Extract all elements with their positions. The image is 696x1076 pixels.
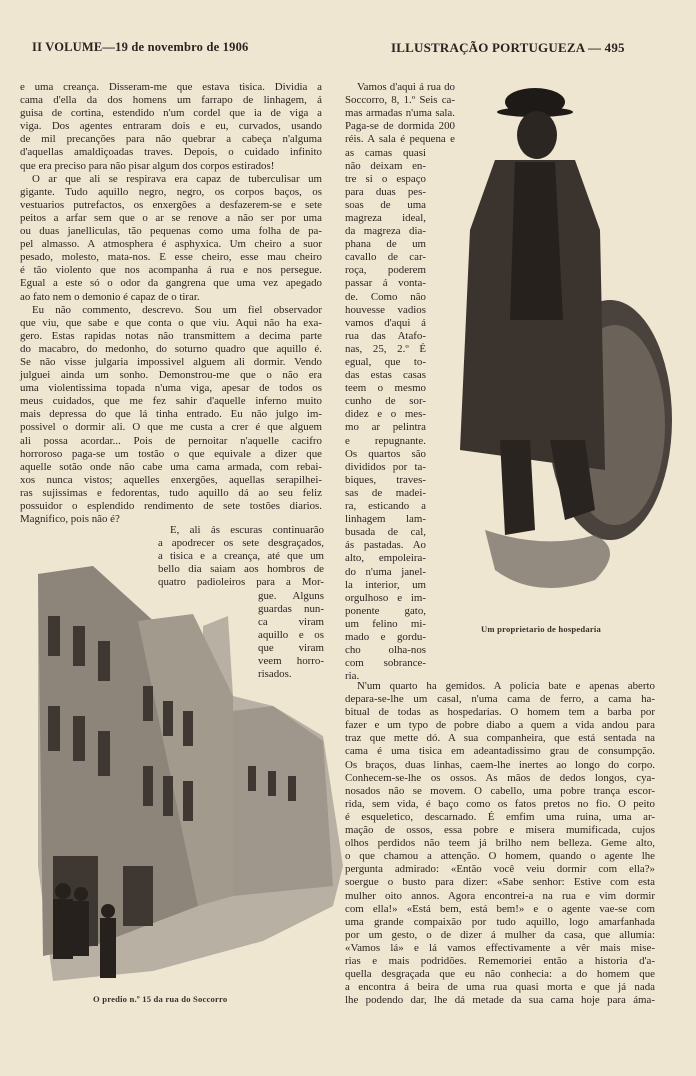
text-line: O ar que ali se respirava era capaz de tuberculisar um xyxy=(32,172,322,185)
text-line: rua das Atafo- xyxy=(345,329,426,342)
text-line: bitual de todas as hospedarias. O homem tem a barba por xyxy=(345,706,655,719)
text-line: soergue o busto para dizer: «Sabe senhor: Estive com esta xyxy=(345,876,655,889)
text-line: Os braços, duas linhas, caem-lhe inertes ao longo do corpo. xyxy=(345,758,655,771)
text-line: vamos d'aqui á xyxy=(345,316,426,329)
text-line: que viram xyxy=(258,641,324,654)
text-line: mado e gordu- xyxy=(345,630,426,643)
text-line: houvesse vadios xyxy=(345,303,426,316)
middle-column-text-narrow xyxy=(345,147,426,684)
text-line: com ella!» «Está bem, está bem!» e o agente vae-se com xyxy=(345,902,655,915)
text-line: passar á vonta- xyxy=(345,277,426,290)
text-line: peitos a arfar sem que o ar se renove a não ser por uma xyxy=(20,211,322,224)
text-line: cho olha-nos xyxy=(345,644,426,657)
text-line: olhos perdidos não teem já brilho nem belleza. Geme alto, xyxy=(345,837,655,850)
text-line: phana de um xyxy=(345,238,426,251)
text-line: da magreza dia- xyxy=(345,225,426,238)
text-line: e uma creança. Disseram-me que estava tisica. Dividia a xyxy=(20,81,322,93)
text-line: mulher oito annos. Agora encontrei-a na rua e vim dormir xyxy=(345,889,655,902)
text-line: não deixam en- xyxy=(345,159,426,172)
text-line: «Vamos lá» e lá vamos effectivamente a vêr mais mise- xyxy=(345,941,655,954)
text-line: vestuarios putrefactos, os enxergões a desfazerem-se e sete xyxy=(20,198,322,211)
text-line: Paga-se de dormida 200 xyxy=(345,120,455,133)
text-line: ca viram xyxy=(258,615,324,628)
text-line: didez e o mes- xyxy=(345,408,426,421)
text-line: do n'uma janel- xyxy=(345,565,426,578)
text-line: uma grande compaixão por tudo aquillo, logo amarfanhada xyxy=(345,915,655,928)
text-line: cavallo de car- xyxy=(345,251,426,264)
text-line: guardas nun- xyxy=(258,602,324,615)
text-line: Magnifico, pois não é? xyxy=(20,513,120,526)
text-line: Eu não commento, descrevo. Sou um fiel observador xyxy=(32,303,322,316)
text-line: ao fato nem o demonio é capaz de o tirar. xyxy=(20,290,200,303)
text-line: as camas quasi xyxy=(345,146,426,159)
text-line: gue. Alguns xyxy=(258,589,324,602)
face xyxy=(517,111,557,159)
text-line: viga. Dos agentes entraram dois e eu, curvados, usando xyxy=(20,120,322,133)
text-line: Soccorro, 8, 1.º Seis ca- xyxy=(345,94,455,107)
text-line: julguei ainda um sonho. Demonstrou-me que o não era xyxy=(20,369,322,382)
text-line: E, ali ás escuras continuarão xyxy=(170,524,324,536)
text-line: Conhecem-se-lhe os ossos. As mãos de dedos longos, cya- xyxy=(345,771,655,784)
text-line: é esqueletico, descarnado. É emfim uma ruina, uma ar- xyxy=(345,810,655,823)
text-line: orgulhoso e im- xyxy=(345,591,426,604)
text-line: possivel o dormir ali. O que me custa a crer é que alguem xyxy=(20,421,322,434)
text-line: linhagem lam- xyxy=(345,513,426,526)
text-line: tre si o espaço xyxy=(345,172,426,185)
running-header-volume-date: II VOLUME—19 de novembro de 1906 xyxy=(32,40,249,54)
text-line: pel almasso. A atmosphera é asphyxica. Um cheiro a suor xyxy=(20,238,322,251)
left-column-text xyxy=(20,81,322,526)
text-line: mas armadas n'uma sala. xyxy=(345,107,455,120)
text-line: guisa de cortina, estendido n'um cordel que ia de viga a xyxy=(20,107,322,120)
text-line: roça, poderem xyxy=(345,264,426,277)
text-line: quella desgraçada que eu não conhecia: a do homem que xyxy=(345,968,655,981)
text-line: nas, 25, 2.º É xyxy=(345,342,426,355)
text-line: xos nunca vistos; aquelles enxergões, aquellas serapilhei- xyxy=(20,473,322,486)
text-line: rias e mais podridões. Rememoriei então a historia d'a- xyxy=(345,954,655,967)
text-line: com sobrance- xyxy=(345,657,426,670)
text-line: aquelle sotão onde não cabe uma cama armada, com rebai- xyxy=(20,460,322,473)
text-line: ria. xyxy=(345,670,360,683)
text-line: meus cuidados, que me fez sahir d'aquelle inferno muito xyxy=(20,395,322,408)
shadow xyxy=(485,530,610,588)
text-line: gigante. Tudo aquillo negro, negro, os corpos baços, os xyxy=(20,185,322,198)
text-line: d'aquellas amaldiçoadas traves. Depois, o cuidado infinito xyxy=(20,146,322,159)
text-line: das estas casas xyxy=(345,369,426,382)
text-line: veem horro- xyxy=(258,654,324,667)
text-line: que viu, que sabe e que conta o que viu. Aqui não ha exa- xyxy=(20,316,322,329)
proprietor-caption: Um proprietario de hospedaria xyxy=(481,624,601,634)
middle-column-text-wide xyxy=(345,81,455,146)
text-line: depara-se-lhe um casal, n'uma cama de ferro, a cama ha- xyxy=(345,693,655,706)
text-line: Os quartos são xyxy=(345,447,426,460)
text-line: ponente gato, xyxy=(345,604,426,617)
text-line: la interior, um xyxy=(345,578,426,591)
text-line: magreza ideal, xyxy=(345,211,426,224)
text-line: egual, que to- xyxy=(345,356,426,368)
text-line: pergunta admirado: «Então você veiu dormir com ella?» xyxy=(345,863,655,876)
text-line: rida, sem vida, é baço como os fatos pretos no fio. O peito xyxy=(345,797,655,810)
text-line: pesado, molesto, mata-nos. E esse cheiro, esse mau cheiro xyxy=(20,251,322,264)
text-line: a encontra á beira de uma rua quasi morta e que já nada xyxy=(345,981,655,994)
text-line: a tisica e a creança, até que um xyxy=(158,550,324,563)
text-line: lhe podendo dar, lhe dá metade da sua cama hoje para áma- xyxy=(345,994,655,1007)
waistcoat xyxy=(510,162,563,320)
text-line: ali possa acordar... Pois de pernoitar n'aquelle cacifro xyxy=(20,434,322,447)
text-line: alto, empoleira- xyxy=(345,552,426,565)
text-line: horroroso paga-se um tostão o que equivale a dizer que xyxy=(20,447,322,460)
left-leg xyxy=(500,440,535,535)
text-line: mais depressa do que lá tinha entrado. Eu não julgo im- xyxy=(20,408,322,421)
text-line: ras sujissimas e fedorentas, tudo aquillo dá ao seu feliz xyxy=(20,486,322,499)
text-line: biques, traves- xyxy=(345,473,426,486)
text-line: a apodrecer os sete desgraçados, xyxy=(158,537,324,550)
text-line: busada de cal, xyxy=(345,526,426,539)
building-caption: O predio n.º 15 da rua do Soccorro xyxy=(93,994,228,1004)
text-line: mação de ossos, essa pobre e misera mumificada, cujos xyxy=(345,824,655,837)
running-header-title-page: ILLUSTRAÇÃO PORTUGUEZA — 495 xyxy=(391,40,625,55)
text-line: o que chamou a attenção. O homem, quando o agente lhe xyxy=(345,850,655,863)
proprietor-photo xyxy=(455,80,685,610)
text-line: Egual a este só o odor da gangrena que uma vez apegado xyxy=(20,277,322,290)
building-photo xyxy=(33,566,345,986)
text-line: do macabro, do medonho, do soturno quadro que aquillo é. xyxy=(20,342,322,355)
bottom-right-text xyxy=(345,680,655,1007)
text-line: para duas pes- xyxy=(345,185,426,198)
text-line: divididos por ta- xyxy=(345,460,426,473)
text-line: bello dia saiam aos hombros de xyxy=(158,563,324,576)
text-line: de mil precanções para não quebrar a cabeça n'alguma xyxy=(20,133,322,146)
text-line: ás pastadas. Ao xyxy=(345,539,426,552)
text-line: Vamos d'aqui á rua do xyxy=(357,81,455,93)
text-line: é tão violento que nos acompanha á rua e nos persegue. xyxy=(20,264,322,277)
text-line: teem o mesmo xyxy=(345,382,426,395)
text-line: quatro padioleiros para a Mor- xyxy=(158,576,324,589)
text-line: ou duas janelliculas, tão pequenas como uma folha de pa- xyxy=(20,225,322,238)
text-line: mo ar pelintra xyxy=(345,421,426,434)
text-line: por um gesto, o de dizer á mulher da casa, que allumia: xyxy=(345,928,655,941)
text-line: sas de madei- xyxy=(345,486,426,499)
text-line: Se não visse julgaria impossivel alguem ali dormir. Vendo xyxy=(20,355,322,368)
text-line: de. Como não xyxy=(345,290,426,303)
text-line: e repugnante. xyxy=(345,434,426,447)
text-line: N'um quarto ha gemidos. A policia bate e apenas aberto xyxy=(357,680,655,692)
text-line: ra, esticando a xyxy=(345,500,426,513)
text-line: soas de uma xyxy=(345,198,426,211)
text-line: nosados não se movem. O cabello, uma pobre trança escor- xyxy=(345,784,655,797)
text-line: que era preciso para não pisar algum dos corpos estirados! xyxy=(20,159,275,172)
text-line: fazer e um typo de pobre diabo a quem a vida andou para xyxy=(345,719,655,732)
text-line: uma violentissima topada n'uma viga, apesar de todos os xyxy=(20,382,322,395)
text-line: traz que mette dó. A sua companheira, que está sentada na xyxy=(345,732,655,745)
text-line: um felino mi- xyxy=(345,617,426,630)
text-line: possuidor o esplendido rendimento de sete tostões diarios. xyxy=(20,500,322,512)
text-line: gero. Estas rapidas notas não transmittem a decima parte xyxy=(20,329,322,342)
text-line: cunho de sor- xyxy=(345,395,426,408)
text-line: cama é uma tisica em adeantadissimo grau de consumpção. xyxy=(345,745,655,758)
text-line: cama d'ella da dos homens um farrapo de linhagem, á xyxy=(20,94,322,107)
text-line: risados. xyxy=(258,668,292,681)
text-line: aquillo e os xyxy=(258,628,324,641)
text-line: réis. A sala é pequena e xyxy=(345,133,455,146)
